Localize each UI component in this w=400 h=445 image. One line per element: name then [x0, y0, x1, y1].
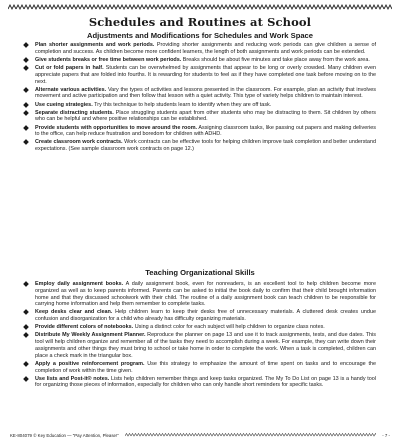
item-lead: Use cueing strategies. [35, 101, 93, 108]
item-lead: Use lists and Post-it® notes. [35, 375, 110, 382]
item-body: Vary the types of activities and lessons presented in the classroom. For example, plan an activity that involves movement and active participation and then follow that lesson with a quiet activity. This type of variety helps children to maintain interest. [35, 86, 377, 100]
item-lead: Create classroom work contracts. [35, 139, 123, 146]
diamond-bullet-icon [23, 361, 29, 367]
item-lead: Provide students with opportunities to move around the room. [35, 124, 198, 131]
diamond-bullet-icon [23, 376, 29, 382]
diamond-bullet-icon [23, 57, 29, 63]
list-item [22, 102, 376, 109]
item-body: Use this strategy to emphasize the amount of time spent on tasks and to encourage the completion of work within the time given. [35, 360, 377, 374]
list-item [22, 281, 376, 308]
list-item [22, 376, 376, 390]
item-body: Providing shorter assignments and reducing work periods can give children a sense of completion and success. As children become more confident learners, the length of both assignments and work periods can be extended. [35, 42, 376, 55]
item-body: Lists help children remember things and keep tasks organized. The My To Do List on page 13 is a handy tool for organizing those pieces of information, especially for children who can only handle short reminders for specific tasks. [35, 375, 377, 389]
item-lead: Give students breaks or free time between work periods. [35, 56, 182, 63]
item-lead: Cut or fold papers in half. [35, 65, 104, 72]
item-lead: Separate distracting students. [35, 109, 114, 116]
list-item [22, 324, 376, 331]
list-item [22, 125, 376, 139]
diamond-bullet-icon [23, 281, 29, 287]
diamond-bullet-icon [23, 324, 29, 330]
decorative-border-top [8, 3, 392, 11]
item-body: Place struggling students apart from other students who may be distracting to them. Sit children by others who can be helpful and where positive relationships can be established. [35, 109, 376, 123]
item-lead: Employ daily assignment books. [35, 281, 124, 287]
diamond-bullet-icon [23, 310, 29, 316]
diamond-bullet-icon [23, 333, 29, 339]
page-footer [10, 431, 390, 439]
list-item [22, 139, 376, 153]
item-body: Students can be overwhelmed by assignments that appear to be long or overly crowded. Many children even appreciate papers that are folded into fourths. It is rewarding for students to feel as if they have completed one task before moving on to the next. [35, 65, 376, 85]
list-item [22, 65, 376, 85]
item-lead: Plan shorter assignments and work periods. [35, 42, 155, 48]
list-item [22, 87, 376, 101]
item-body: Assigning classroom tasks, like passing out papers and making deliveries to the office, can help reduce frustration and boredom for children with ADHD. [35, 124, 376, 138]
item-body: Work contracts can be effective tools for helping children improve task completion and better understand expectations. (See sample classroom work contracts on page 12.) [35, 139, 377, 153]
item-lead: Apply a positive reinforcement program. [35, 360, 145, 367]
list-item [22, 309, 376, 323]
item-lead: Alternate various activities. [35, 86, 107, 93]
item-body: Help children learn to keep their desks free of unnecessary materials. A cluttered desk creates undue confusion and disorganization for a child who already has difficulty organizing materials. [35, 309, 376, 323]
list-item [22, 57, 376, 64]
page-title: Schedules and Routines at School [88, 15, 312, 29]
section-heading-adjustments [22, 31, 378, 40]
list-item [22, 332, 376, 359]
section-heading-organizational [22, 268, 378, 277]
list-item [22, 110, 376, 124]
diamond-bullet-icon [23, 140, 29, 146]
item-body: Reproduce the planner on page 13 and use it to track assignments, tests, and due dates. This tool will help children organize and remember all of the tasks they need to accomplish during a week. For example, they can write down their assignments and other things they must bring to school or take home in order to complete the work. When a task is completed, children can place a check mark in the triangular box. [35, 332, 376, 359]
zigzag-line-icon [125, 432, 377, 438]
diamond-bullet-icon [23, 65, 29, 71]
footer-decorative-line [125, 432, 377, 438]
diamond-bullet-icon [23, 42, 29, 48]
item-body: A daily assignment book, even for nonreaders, is an excellent tool to help children become more organized as well as to keep parents informed. Parents can be asked to initial the book daily to confirm that their child brought information home and that they discussed schoolwork with their child. The routine of a daily assignment book can teach children to be responsible for carrying home information and help them remember to complete tasks. [35, 281, 376, 308]
organizational-skills-list [22, 281, 376, 391]
item-body: Using a distinct color for each subject will help children to organize class notes. [133, 324, 325, 331]
diamond-bullet-icon [23, 102, 29, 108]
list-item [22, 42, 376, 56]
diamond-bullet-icon [23, 110, 29, 116]
diamond-bullet-icon [23, 87, 29, 93]
footer-credit: KE-804079 © Key Education — “Pay Attention, Please!” [10, 432, 119, 438]
zigzag-border-icon [8, 3, 392, 11]
diamond-bullet-icon [23, 125, 29, 131]
page-number: - 7 - [382, 432, 390, 438]
item-lead: Distribute My Weekly Assignment Planner. [35, 332, 146, 339]
section-heading: Teaching Organizational Skills [145, 268, 255, 277]
item-lead: Keep desks clear and clean. [35, 309, 113, 316]
item-body: Try this technique to help students learn to identify when they are off task. [92, 101, 272, 108]
item-body: Breaks should be about five minutes and take place away from the work area. [181, 56, 370, 63]
adjustments-list [22, 42, 376, 154]
section-heading: Adjustments and Modifications for Schedules and Work Space [86, 31, 314, 40]
list-item [22, 361, 376, 375]
item-lead: Provide different colors of notebooks. [35, 324, 134, 331]
